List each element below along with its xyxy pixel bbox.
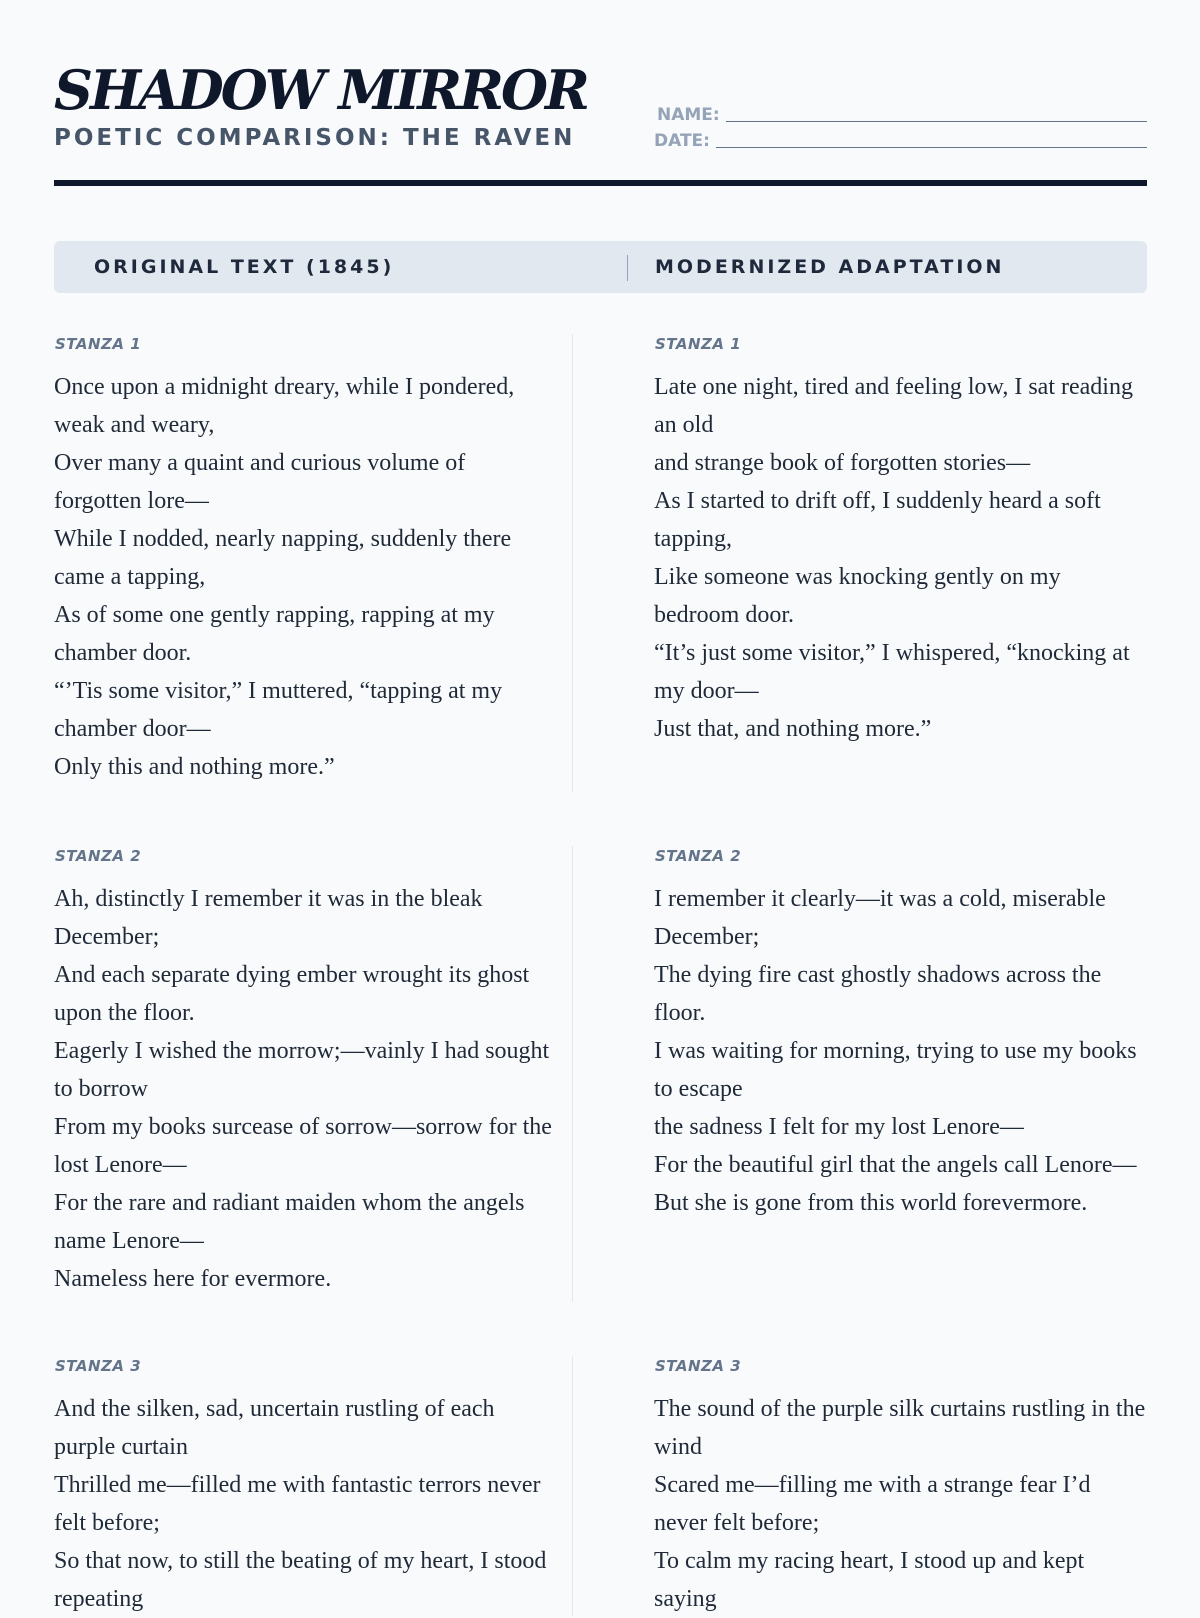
verse-line: I was waiting for morning, trying to use my books to escape (654, 1038, 1137, 1102)
stanza-label: STANZA 1 (655, 335, 742, 353)
verse-line: Ah, distinctly I remember it was in the bleak December; (54, 886, 483, 950)
worksheet-header (54, 0, 1147, 188)
verse-line: Eagerly I wished the morrow;—vainly I had sought to borrow (54, 1038, 550, 1102)
verse-line: To calm my racing heart, I stood up and kept saying (654, 1548, 1085, 1612)
verse-line: As of some one gently rapping, rapping at my chamber door. (54, 602, 495, 666)
verse-line: From my books surcease of sorrow—sorrow for the lost Lenore— (54, 1114, 552, 1178)
original-stanza (54, 334, 554, 786)
modern-stanza (654, 1356, 1147, 1618)
verse-line: For the rare and radiant maiden whom the angels name Lenore— (54, 1190, 525, 1254)
verse-line: But she is gone from this world forevermore. (654, 1190, 1088, 1216)
column-divider (572, 334, 573, 792)
verse-line: Nameless here for evermore. (54, 1266, 332, 1292)
column-header-modern: MODERNIZED ADAPTATION (655, 256, 1005, 278)
worksheet-title: SHADOW MIRROR (54, 58, 587, 122)
verse-line: And the silken, sad, uncertain rustling of each purple curtain (54, 1396, 495, 1460)
verse-line: “It’s just some visitor,” I whispered, “knocking at my door— (654, 640, 1130, 704)
name-field-line[interactable] (726, 121, 1147, 122)
stanza-label: STANZA 3 (55, 1357, 142, 1375)
verse-line: The sound of the purple silk curtains rustling in the wind (654, 1396, 1146, 1460)
student-info (654, 100, 1147, 152)
header-divider (54, 180, 1147, 186)
worksheet-page (54, 0, 1147, 1612)
worksheet-subtitle: POETIC COMPARISON: THE RAVEN (54, 125, 576, 151)
date-row (654, 126, 1147, 152)
date-field-line[interactable] (716, 147, 1147, 148)
verse-line: As I started to drift off, I suddenly heard a soft tapping, (654, 488, 1101, 552)
verse-line: the sadness I felt for my lost Lenore— (654, 1114, 1024, 1140)
modern-verse (654, 880, 1147, 1222)
name-label: NAME: (657, 105, 720, 125)
verse-line: So that now, to still the beating of my heart, I stood repeating (54, 1548, 547, 1612)
verse-line: Once upon a midnight dreary, while I pondered, weak and weary, (54, 374, 515, 438)
original-stanza (54, 1356, 554, 1618)
verse-line: Just that, and nothing more.” (654, 716, 932, 742)
verse-line: Late one night, tired and feeling low, I sat reading an old (654, 374, 1133, 438)
verse-line: Like someone was knocking gently on my bedroom door. (654, 564, 1061, 628)
modern-verse (654, 368, 1147, 748)
verse-line: And each separate dying ember wrought its ghost upon the floor. (54, 962, 530, 1026)
stanza-label: STANZA 3 (655, 1357, 742, 1375)
column-header-separator (627, 255, 628, 281)
verse-line: The dying fire cast ghostly shadows across the floor. (654, 962, 1102, 1026)
verse-line: Scared me—filling me with a strange fear I’d never felt before; (654, 1472, 1091, 1536)
date-label: DATE: (654, 131, 710, 151)
name-row (654, 100, 1147, 126)
column-header-bar (54, 241, 1147, 293)
modern-stanza (654, 334, 1147, 748)
verse-line: I remember it clearly—it was a cold, miserable December; (654, 886, 1106, 950)
verse-line: “’Tis some visitor,” I muttered, “tapping at my chamber door— (54, 678, 503, 742)
modern-stanza (654, 846, 1147, 1222)
verse-line: While I nodded, nearly napping, suddenly there came a tapping, (54, 526, 512, 590)
original-verse (54, 1390, 554, 1618)
verse-line: For the beautiful girl that the angels call Lenore— (654, 1152, 1137, 1178)
verse-line: Thrilled me—filled me with fantastic terrors never felt before; (54, 1472, 541, 1536)
modern-verse (654, 1390, 1147, 1618)
stanza-label: STANZA 1 (55, 335, 142, 353)
verse-line: Only this and nothing more.” (54, 754, 335, 780)
original-stanza (54, 846, 554, 1298)
verse-line: Over many a quaint and curious volume of forgotten lore— (54, 450, 466, 514)
original-verse (54, 880, 554, 1298)
column-divider (572, 1356, 573, 1616)
column-divider (572, 846, 573, 1302)
verse-line: and strange book of forgotten stories— (654, 450, 1031, 476)
original-verse (54, 368, 554, 786)
stanza-label: STANZA 2 (55, 847, 142, 865)
column-header-original: ORIGINAL TEXT (1845) (94, 256, 395, 278)
stanza-label: STANZA 2 (655, 847, 742, 865)
